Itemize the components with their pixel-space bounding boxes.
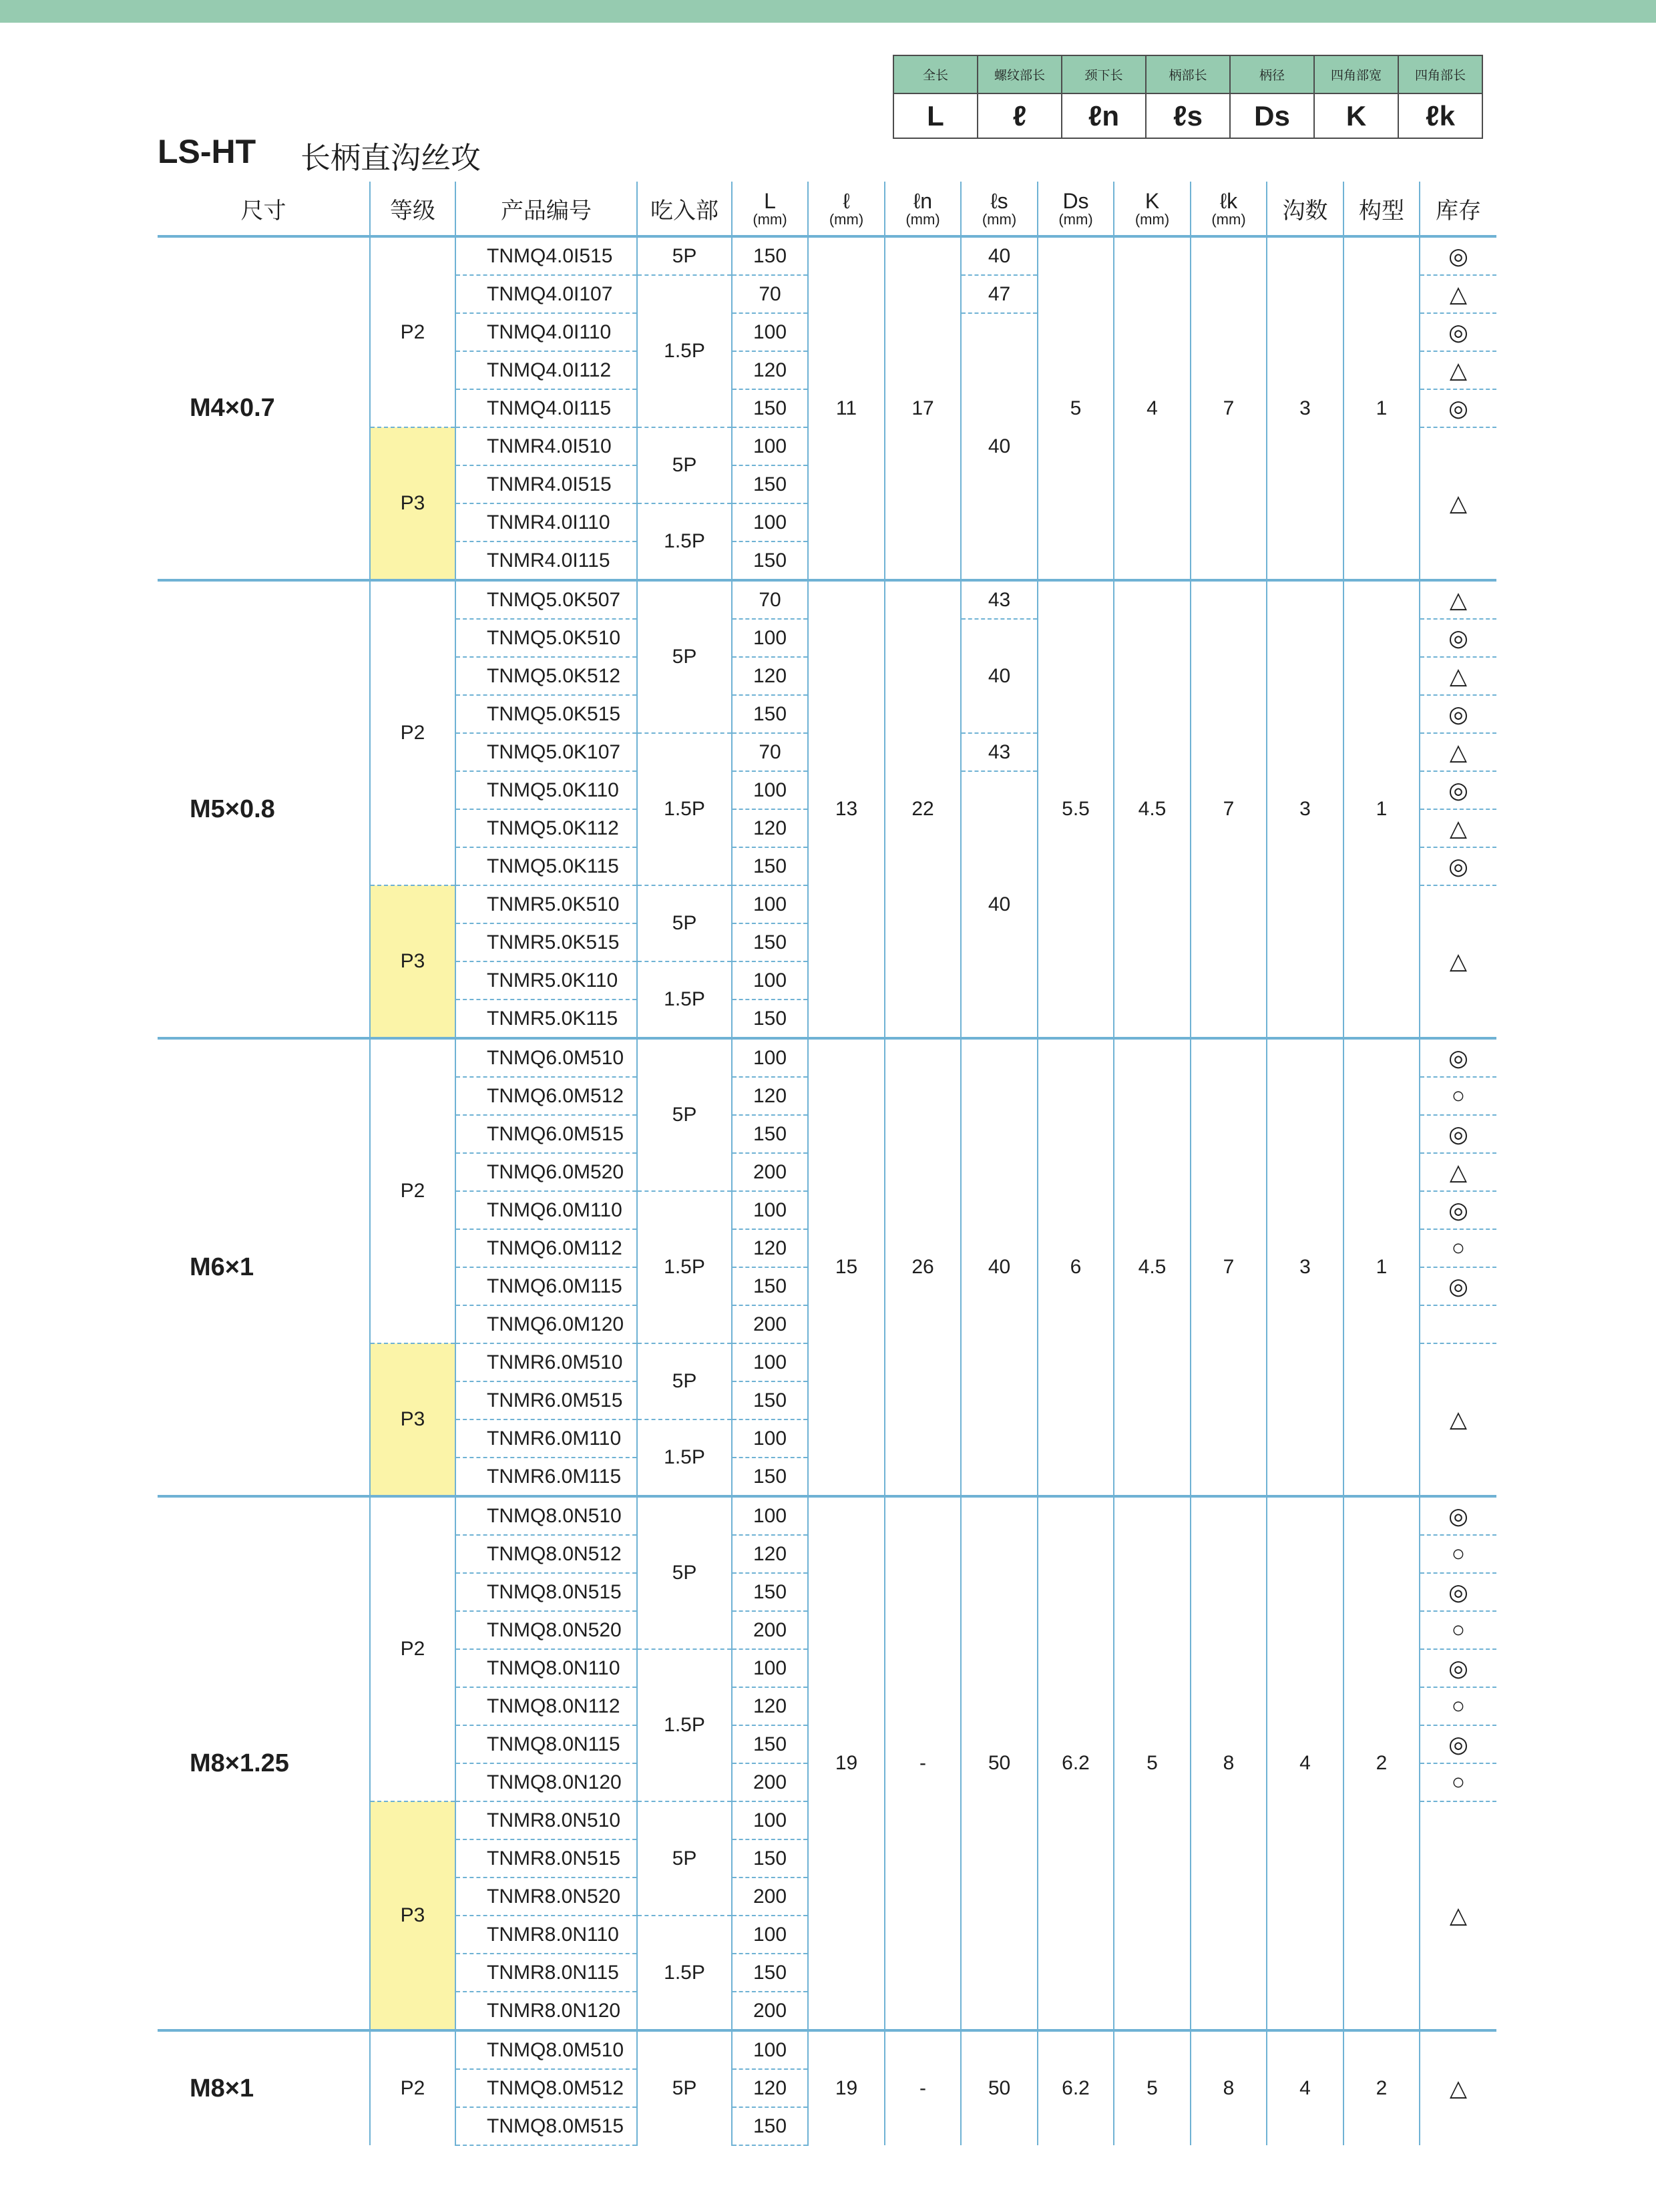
header-grade: 等级 <box>370 182 455 236</box>
product-code-cell: TNMQ4.0I115 <box>455 389 637 427</box>
grade-cell: P2 <box>370 1496 455 1801</box>
type-cell: 2 <box>1343 1496 1420 2030</box>
header-Ds <box>1038 182 1114 236</box>
length-L-cell: 100 <box>732 885 808 923</box>
stock-cell: △ <box>1420 1153 1496 1191</box>
stock-cell: △ <box>1420 275 1496 313</box>
chamfer-cell: 5P <box>637 1801 732 1916</box>
stock-cell: ◎ <box>1420 1573 1496 1611</box>
legend-label-row <box>893 55 1482 93</box>
length-L-cell: 120 <box>732 351 808 389</box>
length-L-cell: 150 <box>732 1725 808 1763</box>
table-body <box>158 236 1496 2145</box>
grade-cell: P3 <box>370 1801 455 2030</box>
chamfer-cell: 5P <box>637 580 732 733</box>
product-code-cell: TNMQ6.0M110 <box>455 1191 637 1229</box>
stock-cell: ◎ <box>1420 771 1496 809</box>
length-L-cell: 200 <box>732 1992 808 2030</box>
top-color-bar <box>0 0 1656 23</box>
product-code-cell: TNMR8.0N110 <box>455 1916 637 1954</box>
chamfer-cell: 5P <box>637 236 732 275</box>
length-L-cell: 100 <box>732 1191 808 1229</box>
table-header-row <box>158 182 1496 236</box>
size-cell: M8×1 <box>158 2030 370 2145</box>
square-length-cell: 8 <box>1191 2030 1267 2145</box>
legend-symbol: ℓ <box>978 93 1062 138</box>
product-code-cell: TNMQ6.0M120 <box>455 1305 637 1343</box>
product-code-cell: TNMR5.0K115 <box>455 1000 637 1038</box>
length-L-cell: 150 <box>732 1267 808 1305</box>
shank-length-cell: 40 <box>961 236 1038 275</box>
length-L-cell: 100 <box>732 427 808 465</box>
shank-diameter-cell: 6 <box>1038 1038 1114 1496</box>
thread-length-cell: 15 <box>808 1038 885 1496</box>
stock-cell: △ <box>1420 427 1496 580</box>
header-ls <box>961 182 1038 236</box>
product-code-cell: TNMQ8.0N120 <box>455 1763 637 1801</box>
header-symbol: K <box>1145 189 1160 213</box>
legend-label: 柄径 <box>1230 55 1314 93</box>
size-cell: M8×1.25 <box>158 1496 370 2030</box>
header-unit: (mm) <box>905 211 940 228</box>
stock-cell: △ <box>1420 1801 1496 2030</box>
header-type: 构型 <box>1343 182 1420 236</box>
thread-length-cell: 19 <box>808 1496 885 2030</box>
grade-cell: P3 <box>370 427 455 580</box>
shank-diameter-cell: 5 <box>1038 236 1114 580</box>
stock-cell: ◎ <box>1420 1649 1496 1687</box>
flutes-cell: 3 <box>1267 1038 1343 1496</box>
product-code-cell: TNMQ6.0M515 <box>455 1115 637 1153</box>
length-L-cell: 150 <box>732 1115 808 1153</box>
length-L-cell: 120 <box>732 1687 808 1725</box>
product-code-cell: TNMQ5.0K110 <box>455 771 637 809</box>
stock-cell: ◎ <box>1420 1267 1496 1305</box>
stock-cell: ◎ <box>1420 313 1496 351</box>
shank-length-cell: 40 <box>961 771 1038 1038</box>
spec-table <box>158 182 1496 2146</box>
header-unit: (mm) <box>1211 211 1246 228</box>
stock-cell <box>1420 1305 1496 1343</box>
product-code-cell: TNMQ4.0I112 <box>455 351 637 389</box>
chamfer-cell: 5P <box>637 1343 732 1419</box>
shank-length-cell: 50 <box>961 2030 1038 2145</box>
shank-length-cell: 40 <box>961 313 1038 580</box>
flutes-cell: 4 <box>1267 1496 1343 2030</box>
header-K <box>1114 182 1191 236</box>
length-L-cell: 150 <box>732 1000 808 1038</box>
shank-length-cell: 43 <box>961 733 1038 771</box>
length-L-cell: 100 <box>732 1649 808 1687</box>
product-code-cell: TNMR6.0M515 <box>455 1381 637 1419</box>
product-code-cell: TNMQ8.0N520 <box>455 1611 637 1649</box>
header-chamfer: 吃入部 <box>637 182 732 236</box>
product-code-cell: TNMR4.0I115 <box>455 541 637 580</box>
product-code-cell: TNMR8.0N515 <box>455 1839 637 1877</box>
legend-label: 四角部宽 <box>1314 55 1398 93</box>
stock-cell: ◎ <box>1420 236 1496 275</box>
length-L-cell: 150 <box>732 541 808 580</box>
grade-cell: P3 <box>370 885 455 1038</box>
stock-cell: △ <box>1420 733 1496 771</box>
product-code-cell: TNMQ8.0M510 <box>455 2030 637 2069</box>
square-width-cell: 5 <box>1114 2030 1191 2145</box>
flutes-cell: 3 <box>1267 580 1343 1038</box>
header-symbol: ℓn <box>913 189 933 213</box>
square-width-cell: 4.5 <box>1114 1038 1191 1496</box>
neck-length-cell: 17 <box>885 236 961 580</box>
length-L-cell: 150 <box>732 695 808 733</box>
table-row <box>158 1496 1496 1535</box>
length-L-cell: 120 <box>732 809 808 847</box>
table-row <box>158 1038 1496 1077</box>
length-L-cell: 100 <box>732 1343 808 1381</box>
grade-cell: P3 <box>370 1343 455 1496</box>
length-L-cell: 100 <box>732 961 808 1000</box>
stock-cell: ○ <box>1420 1687 1496 1725</box>
stock-cell: ◎ <box>1420 847 1496 885</box>
header-unit: (mm) <box>753 211 787 228</box>
product-code-cell: TNMR8.0N510 <box>455 1801 637 1839</box>
product-code-cell: TNMQ5.0K512 <box>455 657 637 695</box>
length-L-cell: 200 <box>732 1611 808 1649</box>
legend-label: 柄部长 <box>1146 55 1230 93</box>
length-L-cell: 150 <box>732 923 808 961</box>
stock-cell: ◎ <box>1420 1191 1496 1229</box>
thread-length-cell: 11 <box>808 236 885 580</box>
stock-cell: ◎ <box>1420 619 1496 657</box>
shank-diameter-cell: 5.5 <box>1038 580 1114 1038</box>
type-cell: 2 <box>1343 2030 1420 2145</box>
product-code-cell: TNMQ5.0K507 <box>455 580 637 619</box>
product-code-cell: TNMQ5.0K115 <box>455 847 637 885</box>
chamfer-cell: 1.5P <box>637 1916 732 2030</box>
square-length-cell: 7 <box>1191 1038 1267 1496</box>
product-code-cell: TNMQ8.0N512 <box>455 1535 637 1573</box>
product-code-cell: TNMQ8.0N115 <box>455 1725 637 1763</box>
legend-symbol: K <box>1314 93 1398 138</box>
header-l <box>808 182 885 236</box>
shank-length-cell: 40 <box>961 619 1038 733</box>
product-code-cell: TNMQ8.0N510 <box>455 1496 637 1535</box>
length-L-cell: 100 <box>732 1496 808 1535</box>
legend-symbol: ℓk <box>1398 93 1482 138</box>
legend-label: 四角部长 <box>1398 55 1482 93</box>
legend-label: 颈下长 <box>1062 55 1146 93</box>
grade-cell: P2 <box>370 1038 455 1343</box>
flutes-cell: 3 <box>1267 236 1343 580</box>
length-L-cell: 200 <box>732 1763 808 1801</box>
header-size: 尺寸 <box>240 198 286 224</box>
length-L-cell: 150 <box>732 236 808 275</box>
header-symbol: Ds <box>1062 189 1089 213</box>
shank-length-cell: 43 <box>961 580 1038 619</box>
chamfer-cell: 5P <box>637 885 732 961</box>
chamfer-cell: 1.5P <box>637 733 732 885</box>
dimension-legend <box>893 55 1483 139</box>
neck-length-cell: - <box>885 2030 961 2145</box>
product-code-cell: TNMQ5.0K107 <box>455 733 637 771</box>
length-L-cell: 100 <box>732 313 808 351</box>
legend-symbol-row <box>893 93 1482 138</box>
legend-symbol: ℓs <box>1146 93 1230 138</box>
type-cell: 1 <box>1343 580 1420 1038</box>
stock-cell: △ <box>1420 809 1496 847</box>
chamfer-cell: 5P <box>637 2030 732 2145</box>
length-L-cell: 150 <box>732 1381 808 1419</box>
product-code-cell: TNMQ6.0M115 <box>455 1267 637 1305</box>
flutes-cell: 4 <box>1267 2030 1343 2145</box>
length-L-cell: 100 <box>732 619 808 657</box>
chamfer-cell: 5P <box>637 1496 732 1649</box>
product-code-cell: TNMQ8.0N110 <box>455 1649 637 1687</box>
product-code-title: LS-HT <box>158 133 256 170</box>
length-L-cell: 70 <box>732 580 808 619</box>
length-L-cell: 100 <box>732 1916 808 1954</box>
grade-cell: P2 <box>370 580 455 885</box>
stock-cell: ○ <box>1420 1763 1496 1801</box>
type-cell: 1 <box>1343 1038 1420 1496</box>
length-L-cell: 200 <box>732 1153 808 1191</box>
neck-length-cell: - <box>885 1496 961 2030</box>
length-L-cell: 100 <box>732 1419 808 1458</box>
header-code: 产品编号 <box>455 182 637 236</box>
length-L-cell: 200 <box>732 1305 808 1343</box>
stock-cell: ◎ <box>1420 1038 1496 1077</box>
length-L-cell: 150 <box>732 847 808 885</box>
neck-length-cell: 22 <box>885 580 961 1038</box>
length-L-cell: 120 <box>732 1229 808 1267</box>
product-code-cell: TNMQ4.0I515 <box>455 236 637 275</box>
size-cell: M6×1 <box>158 1038 370 1496</box>
shank-length-cell: 50 <box>961 1496 1038 2030</box>
stock-cell: ◎ <box>1420 1115 1496 1153</box>
header-unit: (mm) <box>1058 211 1093 228</box>
stock-cell: ○ <box>1420 1611 1496 1649</box>
table-row <box>158 2030 1496 2069</box>
header-symbol: ℓs <box>990 189 1008 213</box>
length-L-cell: 120 <box>732 1077 808 1115</box>
stock-cell: △ <box>1420 657 1496 695</box>
header-unit: (mm) <box>982 211 1017 228</box>
shank-diameter-cell: 6.2 <box>1038 1496 1114 2030</box>
stock-cell: ◎ <box>1420 695 1496 733</box>
product-code-cell: TNMQ8.0M515 <box>455 2107 637 2145</box>
stock-cell: ◎ <box>1420 389 1496 427</box>
stock-cell: ○ <box>1420 1229 1496 1267</box>
stock-cell: △ <box>1420 351 1496 389</box>
type-cell: 1 <box>1343 236 1420 580</box>
product-code-cell: TNMQ8.0N515 <box>455 1573 637 1611</box>
neck-length-cell: 26 <box>885 1038 961 1496</box>
square-length-cell: 8 <box>1191 1496 1267 2030</box>
product-name-title: 长柄直沟丝攻 <box>300 141 481 175</box>
stock-cell: ◎ <box>1420 1725 1496 1763</box>
size-cell: M5×0.8 <box>158 580 370 1038</box>
chamfer-cell: 1.5P <box>637 275 732 427</box>
length-L-cell: 150 <box>732 389 808 427</box>
grade-cell: P2 <box>370 236 455 427</box>
length-L-cell: 100 <box>732 771 808 809</box>
product-code-cell: TNMQ8.0N112 <box>455 1687 637 1725</box>
square-width-cell: 5 <box>1114 1496 1191 2030</box>
header-stock: 库存 <box>1420 182 1496 236</box>
stock-cell: ○ <box>1420 1535 1496 1573</box>
chamfer-cell: 5P <box>637 1038 732 1191</box>
header-lk <box>1191 182 1267 236</box>
size-cell: M4×0.7 <box>158 236 370 580</box>
length-L-cell: 100 <box>732 1038 808 1077</box>
product-code-cell: TNMR6.0M510 <box>455 1343 637 1381</box>
length-L-cell: 100 <box>732 1801 808 1839</box>
length-L-cell: 150 <box>732 2107 808 2145</box>
product-code-cell: TNMR5.0K110 <box>455 961 637 1000</box>
length-L-cell: 150 <box>732 1954 808 1992</box>
product-code-cell: TNMR6.0M110 <box>455 1419 637 1458</box>
length-L-cell: 70 <box>732 275 808 313</box>
length-L-cell: 70 <box>732 733 808 771</box>
stock-cell: △ <box>1420 2030 1496 2145</box>
product-code-cell: TNMQ6.0M512 <box>455 1077 637 1115</box>
product-code-cell: TNMQ8.0M512 <box>455 2069 637 2107</box>
product-code-cell: TNMQ6.0M112 <box>455 1229 637 1267</box>
thread-length-cell: 13 <box>808 580 885 1038</box>
legend-symbol: L <box>893 93 978 138</box>
product-code-cell: TNMR4.0I110 <box>455 503 637 541</box>
square-length-cell: 7 <box>1191 580 1267 1038</box>
chamfer-cell: 5P <box>637 427 732 503</box>
header-unit: (mm) <box>1134 211 1170 228</box>
length-L-cell: 150 <box>732 1573 808 1611</box>
stock-cell: △ <box>1420 1343 1496 1496</box>
product-code-cell: TNMR8.0N120 <box>455 1992 637 2030</box>
length-L-cell: 150 <box>732 1839 808 1877</box>
header-symbol: L <box>764 189 776 213</box>
shank-length-cell: 47 <box>961 275 1038 313</box>
header-symbol: ℓ <box>843 189 850 213</box>
square-width-cell: 4.5 <box>1114 580 1191 1038</box>
product-code-cell: TNMQ6.0M520 <box>455 1153 637 1191</box>
header-symbol: ℓk <box>1219 189 1238 213</box>
product-code-cell: TNMQ4.0I107 <box>455 275 637 313</box>
chamfer-cell: 1.5P <box>637 503 732 580</box>
product-code-cell: TNMR4.0I510 <box>455 427 637 465</box>
product-code-cell: TNMR5.0K515 <box>455 923 637 961</box>
table-row <box>158 580 1496 619</box>
product-code-cell: TNMR8.0N520 <box>455 1877 637 1916</box>
product-code-cell: TNMR4.0I515 <box>455 465 637 503</box>
shank-diameter-cell: 6.2 <box>1038 2030 1114 2145</box>
product-code-cell: TNMR8.0N115 <box>455 1954 637 1992</box>
table-row <box>158 236 1496 275</box>
legend-label: 螺纹部长 <box>978 55 1062 93</box>
length-L-cell: 120 <box>732 1535 808 1573</box>
length-L-cell: 120 <box>732 2069 808 2107</box>
thread-length-cell: 19 <box>808 2030 885 2145</box>
length-L-cell: 150 <box>732 1458 808 1496</box>
length-L-cell: 100 <box>732 2030 808 2069</box>
stock-cell: ○ <box>1420 1077 1496 1115</box>
product-code-cell: TNMR6.0M115 <box>455 1458 637 1496</box>
chamfer-cell: 1.5P <box>637 1649 732 1801</box>
stock-cell: ◎ <box>1420 1496 1496 1535</box>
product-code-cell: TNMQ6.0M510 <box>455 1038 637 1077</box>
header-flutes: 沟数 <box>1267 182 1343 236</box>
length-L-cell: 200 <box>732 1877 808 1916</box>
product-code-cell: TNMQ4.0I110 <box>455 313 637 351</box>
product-code-cell: TNMR5.0K510 <box>455 885 637 923</box>
chamfer-cell: 1.5P <box>637 1419 732 1496</box>
length-L-cell: 150 <box>732 465 808 503</box>
length-L-cell: 100 <box>732 503 808 541</box>
header-L <box>732 182 808 236</box>
grade-cell: P2 <box>370 2030 455 2145</box>
length-L-cell: 120 <box>732 657 808 695</box>
product-code-cell: TNMQ5.0K515 <box>455 695 637 733</box>
square-length-cell: 7 <box>1191 236 1267 580</box>
stock-cell: △ <box>1420 885 1496 1038</box>
chamfer-cell: 1.5P <box>637 1191 732 1343</box>
shank-length-cell: 40 <box>961 1038 1038 1496</box>
product-code-cell: TNMQ5.0K112 <box>455 809 637 847</box>
product-code-cell: TNMQ5.0K510 <box>455 619 637 657</box>
header-unit: (mm) <box>829 211 864 228</box>
stock-cell: △ <box>1420 580 1496 619</box>
legend-symbol: Ds <box>1230 93 1314 138</box>
legend-label: 全长 <box>893 55 978 93</box>
square-width-cell: 4 <box>1114 236 1191 580</box>
legend-symbol: ℓn <box>1062 93 1146 138</box>
chamfer-cell: 1.5P <box>637 961 732 1038</box>
header-ln <box>885 182 961 236</box>
